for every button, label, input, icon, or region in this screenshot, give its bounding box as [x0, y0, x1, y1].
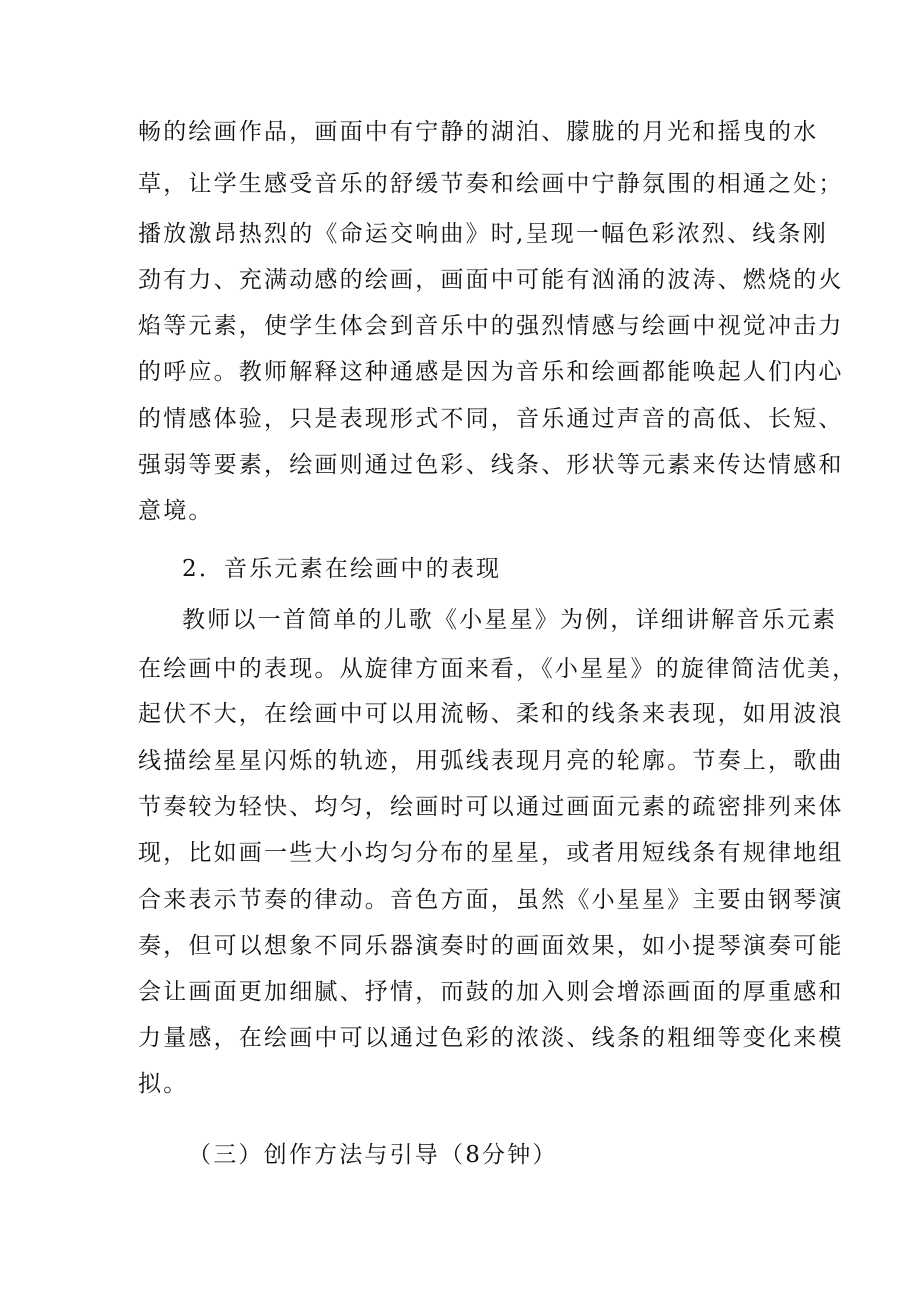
text-line: 草，让学生感受音乐的舒缓节奏和绘画中宁静氛围的相通之处； [138, 171, 844, 197]
text-line: 奏，但可以想象不同乐器演奏时的画面效果，如小提琴演奏可能 [138, 933, 844, 959]
text-line: 线描绘星星闪烁的轨迹，用弧线表现月亮的轮廓。节奏上，歌曲 [138, 748, 844, 774]
text-line: 畅的绘画作品，画面中有宁静的湖泊、朦胧的月光和摇曳的水 [138, 119, 819, 145]
text-line: 合来表示节奏的律动。音色方面，虽然《小星星》主要由钢琴演 [138, 887, 844, 913]
text-line: 焰等元素，使学生体会到音乐中的强烈情感与绘画中视觉冲击力 [138, 313, 844, 339]
section-heading: 2．音乐元素在绘画中的表现 [182, 556, 502, 582]
text-line: 会让画面更加细腻、抒情，而鼓的加入则会增添画面的厚重感和 [138, 979, 844, 1005]
text-line: 劲有力、充满动感的绘画，画面中可能有汹涌的波涛、燃烧的火 [138, 267, 844, 293]
text-line: 现，比如画一些大小均匀分布的星星，或者用短线条有规律地组 [138, 840, 844, 866]
text-line: 的呼应。教师解释这种通感是因为音乐和绘画都能唤起人们内心 [138, 359, 844, 385]
text-line: 节奏较为轻快、均匀，绘画时可以通过画面元素的疏密排列来体 [138, 794, 844, 820]
section-heading: （三）创作方法与引导（8分钟） [188, 1142, 558, 1168]
text-line: 力量感，在绘画中可以通过色彩的浓淡、线条的粗细等变化来模 [138, 1025, 844, 1051]
text-line: 教师以一首简单的儿歌《小星星》为例，详细讲解音乐元素 [182, 607, 838, 633]
text-line: 强弱等要素，绘画则通过色彩、线条、形状等元素来传达情感和 [138, 452, 844, 478]
text-line: 播放激昂热烈的《命运交响曲》时,呈现一幅色彩浓烈、线条刚 [138, 221, 828, 247]
text-line: 的情感体验，只是表现形式不同，音乐通过声音的高低、长短、 [138, 406, 844, 432]
text-line: 拟。 [138, 1071, 189, 1097]
text-line: 意境。 [138, 498, 214, 524]
text-line: 在绘画中的表现。从旋律方面来看，《小星星》的旋律简洁优美， [138, 656, 858, 682]
text-line: 起伏不大，在绘画中可以用流畅、柔和的线条来表现，如用波浪 [138, 701, 844, 727]
